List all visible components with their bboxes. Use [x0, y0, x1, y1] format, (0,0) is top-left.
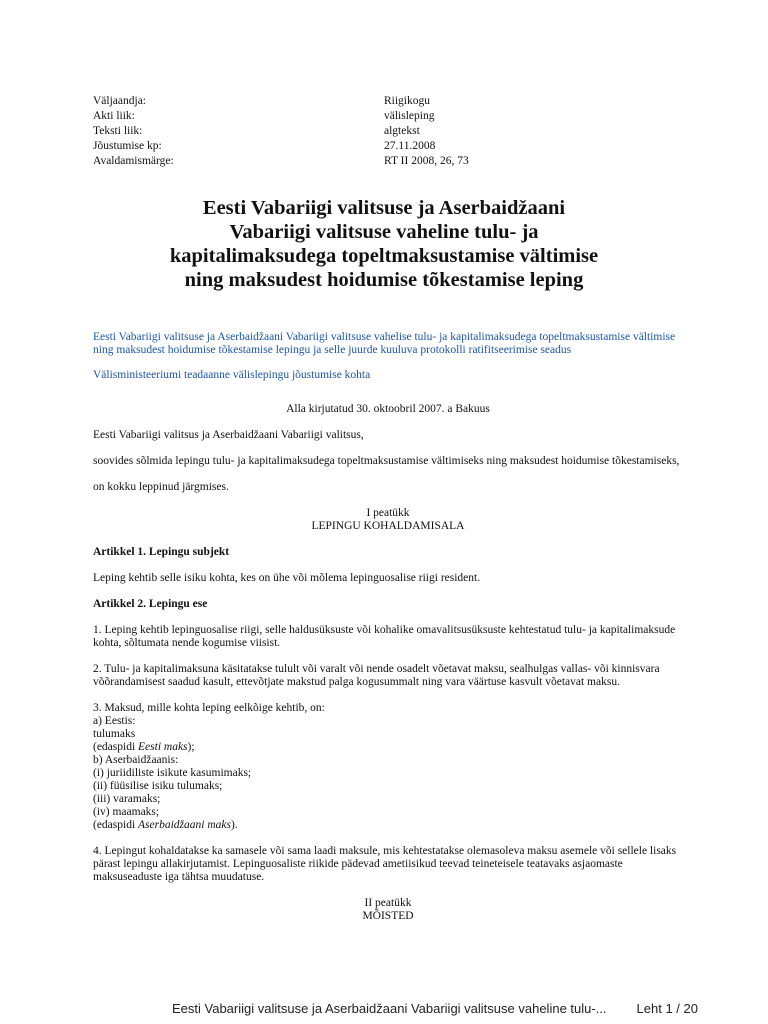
- tax-list-line: b) Aserbaidžaanis:: [93, 754, 179, 766]
- article-heading: Artikkel 2. Lepingu ese: [93, 598, 208, 610]
- ratification-law-link[interactable]: Eesti Vabariigi valitsuse ja Aserbaidžaani Vabariigi valitsuse vahelise tulu- ja kapitalimaksudega topeltmaksustamise vältimise ning maksudest hoidumise tõkestamise lepingu ja selle juurde kuuluva protokolli ratifitseerimise seadus: [93, 331, 676, 356]
- parties-paragraph: Eesti Vabariigi valitsus ja Aserbaidžaani Vabariigi valitsus,: [93, 429, 364, 441]
- metadata-key: Jõustumise kp:: [93, 140, 162, 152]
- chapter-title: MÕISTED: [362, 910, 414, 922]
- metadata-row: [93, 109, 469, 124]
- metadata-value: Riigikogu: [384, 95, 431, 107]
- metadata-row: [93, 139, 469, 154]
- metadata-key: Avaldamismärge:: [93, 155, 174, 167]
- footer-document-title: Eesti Vabariigi valitsuse ja Aserbaidžaani Vabariigi valitsuse vaheline tulu-...: [172, 1001, 607, 1016]
- title-line: Vabariigi valitsuse vaheline tulu- ja: [229, 221, 539, 243]
- metadata-value: välisleping: [384, 110, 435, 122]
- metadata-value: RT II 2008, 26, 73: [384, 155, 469, 167]
- page-number: Leht 1 / 20: [636, 1001, 698, 1016]
- document-title: [100, 196, 668, 292]
- document-body: [93, 331, 683, 923]
- article-paragraph: 1. Leping kehtib lepinguosalise riigi, selle haldusüksuste või kohalike omavalitsusüksuste kehtestatud tulu- ja kapitalimaksude kohta, sõltumata nende kogumise viisist.: [93, 624, 676, 649]
- tax-list-line: (ii) füüsilise isiku tulumaks;: [93, 780, 223, 792]
- tax-list-line: tulumaks: [93, 728, 136, 740]
- chapter-title: LEPINGU KOHALDAMISALA: [311, 520, 465, 532]
- title-line: ning maksudest hoidumise tõkestamise leping: [184, 269, 584, 291]
- article-paragraph: 4. Lepingut kohaldatakse ka samasele või sama laadi maksule, mis kehtestatakse olemasoleva maksu asemele või sellele lisaks pärast lepingu allakirjutamist. Lepinguosaliste riikide pädevad ametiisikud teevad teineteisele teatavaks asjaomaste maksuseaduste iga tähtsa muudatuse.: [93, 845, 677, 883]
- tax-list-line: (iii) varamaks;: [93, 793, 161, 805]
- metadata-row: [93, 94, 469, 109]
- metadata-value: algtekst: [384, 125, 420, 137]
- chapter-number: I peatükk: [366, 507, 410, 519]
- title-line: kapitalimaksudega topeltmaksustamise vältimise: [169, 245, 599, 267]
- article-text: Leping kehtib selle isiku kohta, kes on ühe või mõlema lepinguosalise riigi resident.: [93, 572, 481, 584]
- signing-note: Alla kirjutatud 30. oktoobril 2007. a Bakuus: [286, 403, 490, 415]
- intent-paragraph: soovides sõlmida lepingu tulu- ja kapitalimaksudega topeltmaksustamise vältimiseks ning maksudest hoidumise tõkestamiseks,: [93, 455, 680, 467]
- metadata-key: Teksti liik:: [93, 125, 143, 137]
- metadata-row: [93, 124, 469, 139]
- title-line: Eesti Vabariigi valitsuse ja Aserbaidžaani: [202, 197, 566, 219]
- chapter-number: II peatükk: [364, 897, 412, 909]
- article-paragraph: 2. Tulu- ja kapitalimaksuna käsitatakse tulult või varalt või nende osadelt võetavat maksu, sealhulgas vallas- või kinnisvara võõrandamisest saadud kasult, ettevõtjate makstud palga kogusummalt ning vara väärtuse kasvult võetavat maksu.: [93, 663, 660, 688]
- entry-into-force-notice-link[interactable]: Välisministeeriumi teadaanne välislepingu jõustumise kohta: [93, 369, 371, 381]
- metadata-table: [93, 94, 469, 169]
- article-heading: Artikkel 1. Lepingu subjekt: [93, 546, 230, 558]
- page-footer: [172, 1001, 698, 1016]
- tax-list-line: (edaspidi Aserbaidžaani maks).: [93, 819, 238, 831]
- metadata-value: 27.11.2008: [384, 140, 436, 152]
- metadata-key: Akti liik:: [93, 110, 135, 122]
- metadata-row: [93, 154, 469, 169]
- tax-list-line: (i) juriidiliste isikute kasumimaks;: [93, 767, 252, 779]
- tax-list-line: a) Eestis:: [93, 715, 136, 727]
- tax-list-line: (iv) maamaks;: [93, 806, 160, 818]
- metadata-key: Väljaandja:: [93, 95, 147, 107]
- tax-list-line: (edaspidi Eesti maks);: [93, 741, 195, 753]
- agreement-paragraph: on kokku leppinud järgmises.: [93, 481, 229, 493]
- tax-list-line: 3. Maksud, mille kohta leping eelkõige kehtib, on:: [93, 702, 325, 714]
